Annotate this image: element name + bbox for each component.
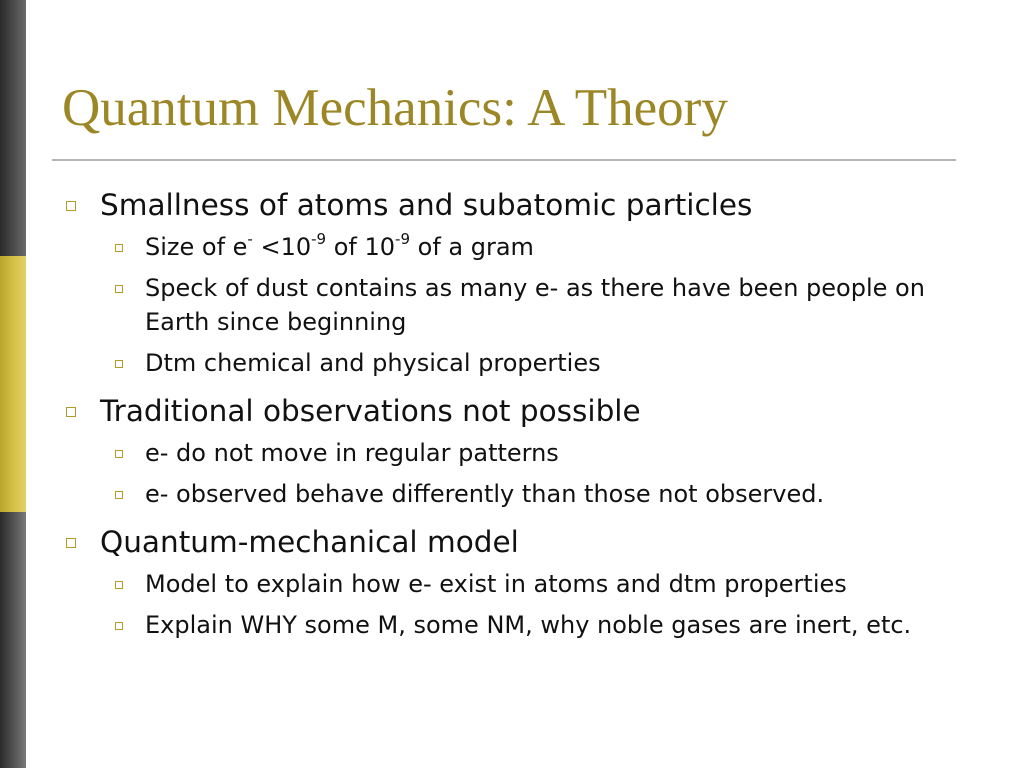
title-divider [52,159,956,161]
square-bullet-icon [115,360,123,368]
square-bullet-icon [115,622,123,630]
sub-bullet-speck-of-dust [62,271,962,339]
sub-bullet-text: Dtm chemical and physical properties [145,349,601,377]
sub-bullet-model-explanation [62,567,962,601]
sub-bullet-text: Speck of dust contains as many e- as there have been people on Earth since beginning [145,274,925,336]
sub-bullet-observed-behavior [62,477,962,511]
sub-bullet-text [145,230,534,261]
sidebar-gold-middle-bar [0,256,26,512]
square-bullet-icon [66,201,76,211]
sub-bullet-explain-why [62,608,962,642]
text-fragment: of a gram [410,233,534,261]
square-bullet-icon [66,538,76,548]
bullet-point-quantum-model [62,523,962,561]
sidebar-dark-top-bar [0,0,26,256]
sub-bullet-text: Explain WHY some M, some NM, why noble gases are inert, etc. [145,611,912,639]
sub-bullet-irregular-patterns [62,436,962,470]
square-bullet-icon [115,450,123,458]
text-fragment: of 10 [326,233,396,261]
bullet-text: Smallness of atoms and subatomic particles [100,188,753,222]
superscript: - [247,230,253,248]
bullet-point-traditional-observations [62,392,962,430]
bullet-point-smallness [62,186,962,224]
text-fragment: Size of e [145,233,248,261]
sub-bullet-text: e- do not move in regular patterns [145,439,559,467]
square-bullet-icon [115,244,123,252]
square-bullet-icon [115,285,123,293]
bullet-list [62,186,962,642]
superscript: -9 [395,230,410,248]
text-fragment: <10 [252,233,312,261]
sub-bullet-text: Model to explain how e- exist in atoms and dtm properties [145,570,847,598]
square-bullet-icon [115,581,123,589]
sidebar-dark-bottom-bar [0,512,26,768]
sub-bullet-electron-size [62,230,962,264]
sub-bullet-text: e- observed behave differently than those not observed. [145,480,825,508]
square-bullet-icon [66,407,76,417]
bullet-text: Quantum-mechanical model [100,525,519,559]
superscript: -9 [311,230,327,248]
bullet-text: Traditional observations not possible [100,394,641,428]
sub-bullet-dtm-properties [62,346,962,380]
square-bullet-icon [115,491,123,499]
slide-title: Quantum Mechanics: A Theory [62,79,728,137]
